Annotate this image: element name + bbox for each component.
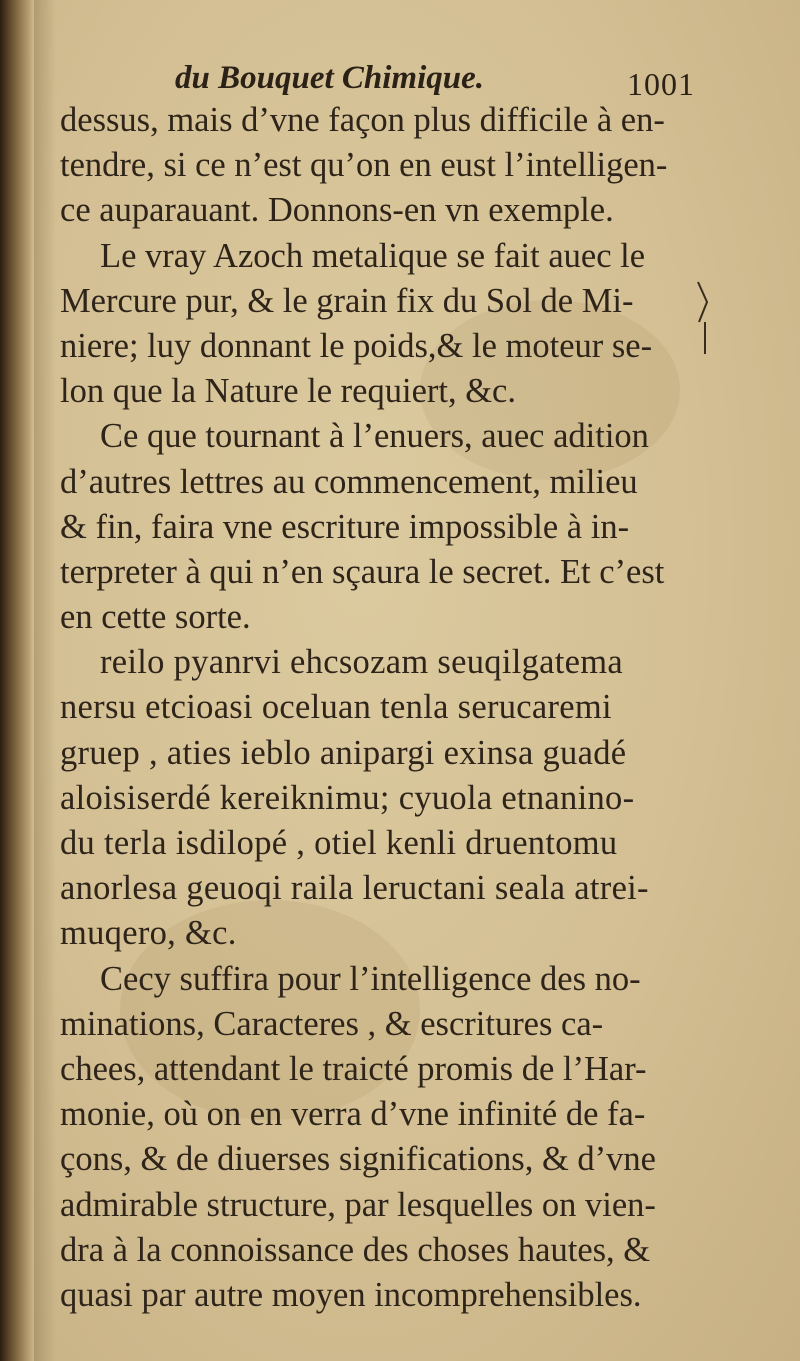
text-line: minations, Caracteres , & escritures ca- xyxy=(60,1004,604,1043)
cipher-line: anorlesa geuoqi raila leructani seala atrei- xyxy=(60,869,649,908)
text-line: quasi par autre moyen incomprehensibles. xyxy=(60,1275,642,1314)
text-line: niere; luy donnant le poids,& le moteur se- xyxy=(60,326,653,365)
cipher-line: muqero, &c. xyxy=(60,914,237,953)
text-line: ce auparauant. Donnons-en vn exemple. xyxy=(60,191,614,230)
text-line: Cecy suffira pour l’intelligence des no- xyxy=(100,959,641,998)
page-text xyxy=(60,98,700,1318)
cipher-line: nersu etcioasi oceluan tenla serucaremi xyxy=(60,688,612,727)
page-number: 1001 xyxy=(627,66,695,102)
text-line: Mercure pur, & le grain fix du Sol de Mi- xyxy=(60,281,634,320)
text-line: Ce que tournant à l’enuers, auec adition xyxy=(100,417,649,456)
text-line: en cette sorte. xyxy=(60,598,251,637)
cipher-line: reilo pyanrvi ehcsozam seuqilgatema xyxy=(100,643,624,682)
text-line: dessus, mais d’vne façon plus difficile à en- xyxy=(60,101,665,139)
text-line: admirable structure, par lesquelles on vien- xyxy=(60,1185,656,1224)
text-line: monie, où on en verra d’vne infinité de fa- xyxy=(60,1095,646,1134)
running-title: du Bouquet Chimique. xyxy=(175,60,485,96)
cipher-line: du terla isdilopé , otiel kenli druentomu xyxy=(60,824,618,862)
cipher-line: gruep , aties ieblo anipargi exinsa guadé xyxy=(60,733,627,772)
text-line: d’autres lettres au commencement, milieu xyxy=(60,462,638,501)
binding-gutter xyxy=(0,0,34,1361)
text-line: terpreter à qui n’en sçaura le secret. Et c’est xyxy=(60,552,665,591)
text-line: Le vray Azoch metalique se fait auec le xyxy=(100,236,646,275)
binding-shadow xyxy=(34,0,56,1361)
text-line: chees, attendant le traicté promis de l’Har- xyxy=(60,1049,647,1088)
text-line: çons, & de diuerses significations, & d’vne xyxy=(60,1140,656,1179)
text-line: dra à la connoissance des choses hautes, & xyxy=(60,1230,651,1269)
cipher-line: aloisiserdé kereiknimu; cyuola etnanino- xyxy=(60,778,635,817)
text-line: tendre, si ce n’est qu’on en eust l’intelligen- xyxy=(60,146,668,185)
text-line: & fin, faira vne escriture impossible à in- xyxy=(60,507,630,546)
text-line: lon que la Nature le requiert, &c. xyxy=(60,372,516,411)
